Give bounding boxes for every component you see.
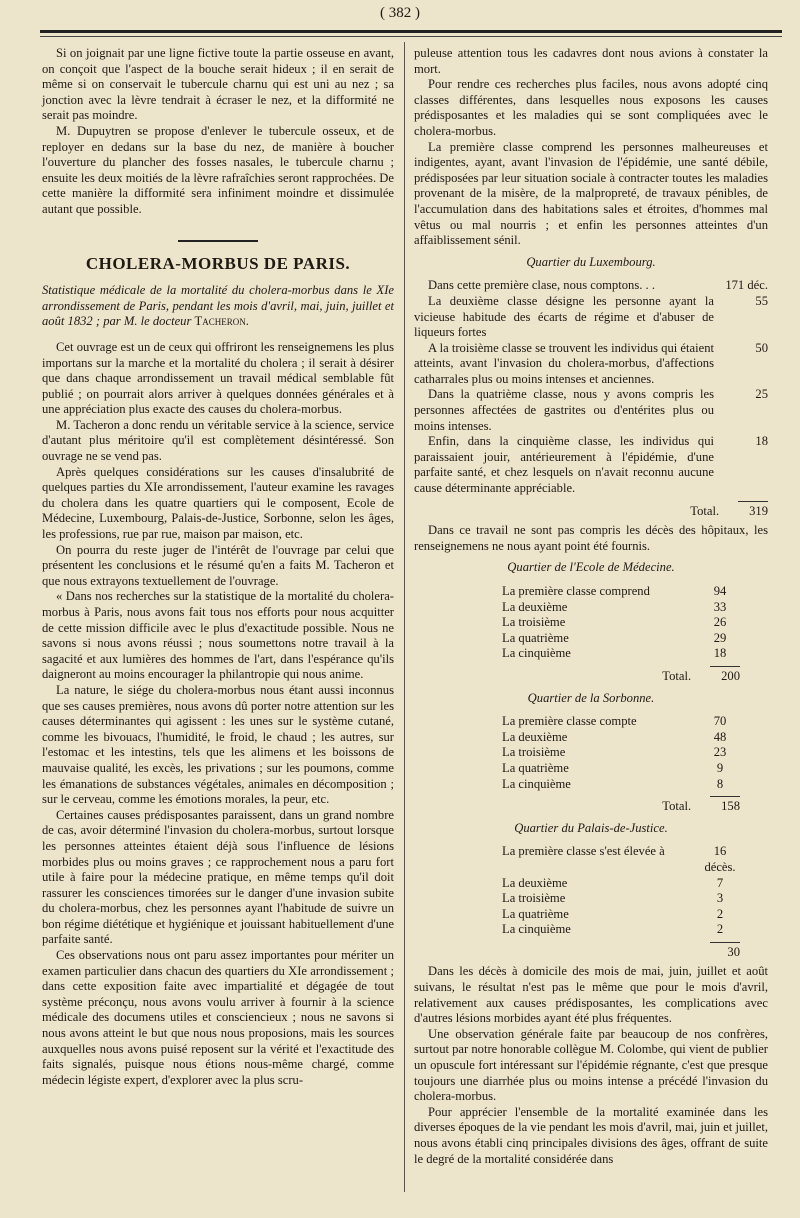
quartier-title: Quartier de l'Ecole de Médecine.	[507, 560, 675, 575]
class-label: La première classe compte	[502, 714, 637, 729]
table-row	[502, 922, 740, 938]
paragraph: M. Tacheron a donc rendu un véritable service à la science, service d'autant plus méritoire qu'il est complètement désintéressé. Son ouvrage ne se vend pas.	[42, 417, 394, 464]
class-value: 29	[713, 630, 727, 645]
table-row	[502, 730, 740, 746]
paragraph: Cet ouvrage est un de ceux qui offriront les renseignemens les plus importans sur la marche et la mortalité du cholera ; il serait à désirer que dans chaque arrondissement un travail médical semblable fût publié ; on pourrait alors arriver à quelques données générales et à une appréciation plus exacte des causes du cholera-morbus.	[42, 339, 394, 417]
paragraph: La première classe comprend les personnes malheureuses et indigentes, ayant, avant l'invasion de l'épidémie, une santé débile, prédisposées par leur situation sociale à contracter toutes les maladies provenant de la misère, de la malpropreté, de travaux pénibles, de l'accumulation dans des habitations sales et étroites, d'hommes mal vêtus ou mal nourris ; et enfin les personnes atteintes d'un affaiblissement sénil.	[414, 139, 768, 248]
class-value: 23	[713, 745, 727, 760]
class-row	[414, 294, 768, 341]
class-row	[414, 387, 768, 434]
paragraph: puleuse attention tous les cadavres dont nous avions à constater la mort.	[414, 46, 768, 76]
paragraph: Après quelques considérations sur les causes d'insalubrité de quelques parties du XIe arrondissement, l'auteur examine les ravages du cholera dans les quatre quartiers qui le composent, Ecole de Médecine, Luxembourg, Palais-de-Justice, Sorbonne, selon les âges, les professions, rue par rue, maison par maison, etc.	[42, 464, 394, 542]
article-subtitle	[42, 283, 394, 330]
paragraph: Dans les décès à domicile des mois de mai, juin, juillet et août suivans, le résultat n'est pas le même que pour le mois d'avril, relativement aux causes prédisposantes, les complications avec d'autres lésions morbides ayant été plus fréquentes.	[414, 964, 768, 1026]
class-label: La cinquième	[502, 776, 571, 791]
palais-table	[502, 844, 740, 960]
class-value: 8	[716, 776, 724, 791]
class-label: Dans la quatrième classe, nous y avons compris les personnes affectées de gastrites ou d'entérites plus ou moins intenses.	[414, 387, 714, 433]
class-label: La cinquième	[502, 922, 571, 937]
table-row	[502, 600, 740, 616]
class-value: 33	[713, 599, 727, 614]
class-value: 94	[713, 584, 727, 598]
total-row	[502, 945, 740, 961]
class-value: 2	[716, 922, 724, 937]
table-row	[502, 631, 740, 647]
table-row	[502, 761, 740, 777]
table-row	[502, 646, 740, 662]
class-label: La deuxième	[502, 729, 568, 744]
total-value: 200	[721, 668, 740, 683]
class-label: La première classe comprend	[502, 584, 650, 598]
class-value: 9	[716, 760, 724, 775]
class-label: Enfin, dans la cinquième classe, les individus qui paraissaient jouir, antérieurement à l'épidémie, d'une parfaite santé, et chez lesquels on n'avait reconnu aucune cause déterminante appréciable.	[414, 434, 714, 496]
table-row	[502, 844, 740, 875]
header-rule	[40, 30, 782, 33]
class-value: 55	[755, 293, 768, 308]
class-label: La troisième	[502, 615, 566, 630]
total-value: 158	[721, 799, 740, 814]
class-label: La troisième	[502, 745, 566, 760]
quartier-title: Quartier du Luxembourg.	[526, 254, 656, 269]
class-label: La quatrième	[502, 906, 569, 921]
paragraph: Si on joignait par une ligne fictive toute la partie osseuse en avant, on conçoit que l'aspect de la bouche serait hideux ; il en serait de même si on conservait le tubercule charnu qui est uni au nez ; sa jonction avec la lèvre tendrait à écraser le nez, et la difformité ne serait pas moindre.	[42, 46, 394, 123]
author-name: Tacheron.	[194, 314, 249, 329]
total-value: 319	[749, 503, 768, 518]
class-label: La première classe s'est élevée à	[502, 844, 665, 859]
total-row	[502, 799, 740, 815]
table-row	[502, 907, 740, 923]
class-value: 171 déc.	[725, 278, 768, 293]
class-value: 25	[755, 387, 768, 402]
class-label: La cinquième	[502, 646, 571, 661]
sorbonne-table	[502, 714, 740, 815]
class-row	[414, 278, 768, 294]
total-rule	[710, 942, 740, 943]
total-rule	[738, 501, 768, 502]
quartier-title: Quartier du Palais-de-Justice.	[514, 820, 668, 835]
total-row	[502, 669, 740, 685]
header-rule-thin	[40, 36, 782, 37]
class-label: La quatrième	[502, 760, 569, 775]
luxembourg-table	[414, 278, 768, 519]
total-label: Total.	[690, 503, 720, 518]
class-value: 7	[716, 875, 724, 890]
class-label: Dans cette première clase, nous comptons. . .	[428, 278, 655, 293]
total-label: Total.	[662, 668, 692, 683]
class-value: 18	[755, 434, 768, 449]
class-value: 3	[716, 891, 724, 906]
table-row	[502, 876, 740, 892]
class-label: A la troisième classe se trouvent les individus qui étaient atteints, avant l'invasion du cholera-morbus, d'affections catharrales plus ou moins intenses et anciennes.	[414, 340, 714, 386]
paragraph: Pour rendre ces recherches plus faciles, nous avons adopté cinq classes différentes, dans lesquelles nous exposons les causes prédisposantes et les maladies qui se sont compliquées avec le cholera-morbus.	[414, 77, 768, 138]
class-row	[414, 341, 768, 388]
paragraph: Pour apprécier l'ensemble de la mortalité examinée dans les diverses époques de la vie pendant les mois d'avril, mai, juin et juillet, nous avons établi cinq principales divisions des âges, offrant de suite le degré de la mortalité considérée dans	[414, 1104, 768, 1166]
class-label: La quatrième	[502, 630, 569, 645]
total-label: Total.	[662, 799, 692, 814]
table-row	[502, 891, 740, 907]
table-row	[502, 777, 740, 793]
ecole-table	[502, 584, 740, 685]
class-row	[414, 434, 768, 496]
class-value: 2	[716, 906, 724, 921]
class-label: La deuxième classe désigne les personne ayant la vicieuse habitude des écarts de régime et d'abuser de liqueurs fortes	[414, 293, 714, 340]
section-title: CHOLERA-MORBUS DE PARIS.	[85, 253, 351, 273]
table-row	[502, 584, 740, 600]
page-number: ( 382 )	[380, 5, 420, 21]
class-value: 50	[755, 340, 768, 355]
class-label: La deuxième	[502, 875, 568, 890]
class-value: 48	[713, 729, 727, 744]
paragraph: Ces observations nous ont paru assez importantes pour mériter un examen particulier dans chacun des quartiers du XIe arrondissement ; dans cette exposition faite avec impartialité et dégagée de tout système préconçu, nous avons voulu arriver à fournir à la science médicale des documens utiles et consciencieux ; nous ne savons si nous avons atteint le but que nous nous proposions, mais les sources auxquelles nous avons puisé reposent sur la vérité et l'exactitude des faits signalés, puisque nous étions nous-même chargé, comme médecin légiste expert, d'explorer avec la plus scru-	[42, 948, 394, 1087]
class-value: 16 décès.	[704, 844, 736, 874]
paragraph: « Dans nos recherches sur la statistique de la mortalité du cholera-morbus à Paris, nous avons fait tous nos efforts pour nous acquitter de cette mission difficile avec le plus d'exactitude possible. Nous ne savons si nous avons réussi ; nous soumettons notre travail à la sagacité et aux lumières des hommes de l'art, dans l'espérance qu'ils daigneront au moins encourager la philantropie qui nous anime.	[42, 589, 394, 682]
paragraph: La nature, le siége du cholera-morbus nous étant aussi inconnus que ses causes premières, nous avons dû porter notre attention sur les causes déterminantes qui agissent : les unes sur le système cutané, comme les bivouacs, l'humidité, le froid, le chaud ; les autres, sur l'estomac et les intestins, tels que les alimens et les boissons de mauvaise qualité, les excès, les privations ; sur les poumons, comme les émanations de substances végétales, animales en décomposition ; sur le cerveau, comme les émotions morales, la peur, etc.	[42, 682, 394, 807]
paragraph: Une observation générale faite par beaucoup de nos confrères, surtout par notre honorable collègue M. Colombe, qui vient de publier un opuscule fort intéressant sur l'épidémie régnante, c'est que presque toujours une diarrhée plus ou moins intense a précédé l'invasion du cholera-morbus.	[414, 1026, 768, 1104]
paragraph: Dans ce travail ne sont pas compris les décès des hôpitaux, les renseignemens ne nous ayant point été fournis.	[414, 523, 768, 553]
total-value: 30	[727, 944, 740, 959]
paragraph: On pourra du reste juger de l'intérêt de l'ouvrage par celui que présentent les conclusions et le résumé qu'en a faits M. Tacheron et que nous extrayons textuellement de l'ouvrage.	[42, 542, 394, 588]
total-rule	[710, 666, 740, 667]
table-row	[502, 615, 740, 631]
total-row	[414, 504, 768, 520]
class-value: 70	[713, 714, 727, 729]
table-row	[502, 745, 740, 761]
table-row	[502, 714, 740, 730]
subtitle-text: Statistique médicale de la mortalité du cholera-morbus dans le XIe arrondissement de Paris, pendant les mois d'avril, mai, juin, juillet et août 1832 ; par M. le docteur	[42, 283, 394, 329]
right-column	[414, 46, 768, 1167]
class-value: 18	[713, 646, 727, 661]
section-divider	[178, 240, 258, 242]
paragraph: M. Dupuytren se propose d'enlever le tubercule osseux, et de reployer en dedans sur la base du nez, de manière à boucher l'ouverture du plancher des fosses nasales, le tubercule charnu ; ensuite les deux moitiés de la lèvre rafraîchies seront rapprochées. De cette manière la difformité sera infiniment moindre et dissimulée autant que possible.	[42, 123, 394, 216]
quartier-title: Quartier de la Sorbonne.	[527, 690, 655, 705]
paragraph: Certaines causes prédisposantes paraissent, dans un grand nombre de cas, avoir déterminé l'invasion du cholera-morbus, surtout lorsque les personnes atteintes étaient déjà sous l'influence de lésions morbides plus ou moins graves ; ce rapprochement nous a paru fort utile à faire pour la médecine pratique, en même temps qu'il doit rassurer les consciences timorées sur le danger d'une invasion subite du cholera-morbus, chez les personnes ayant l'habitude de suivre un bon régime diététique et hygiénique et jouissant habituellement d'une parfaite santé.	[42, 807, 394, 947]
class-label: La troisième	[502, 891, 566, 906]
left-column	[42, 46, 394, 1088]
total-rule	[710, 796, 740, 797]
class-value: 26	[713, 615, 727, 630]
column-divider	[404, 42, 405, 1192]
class-label: La deuxième	[502, 599, 568, 614]
